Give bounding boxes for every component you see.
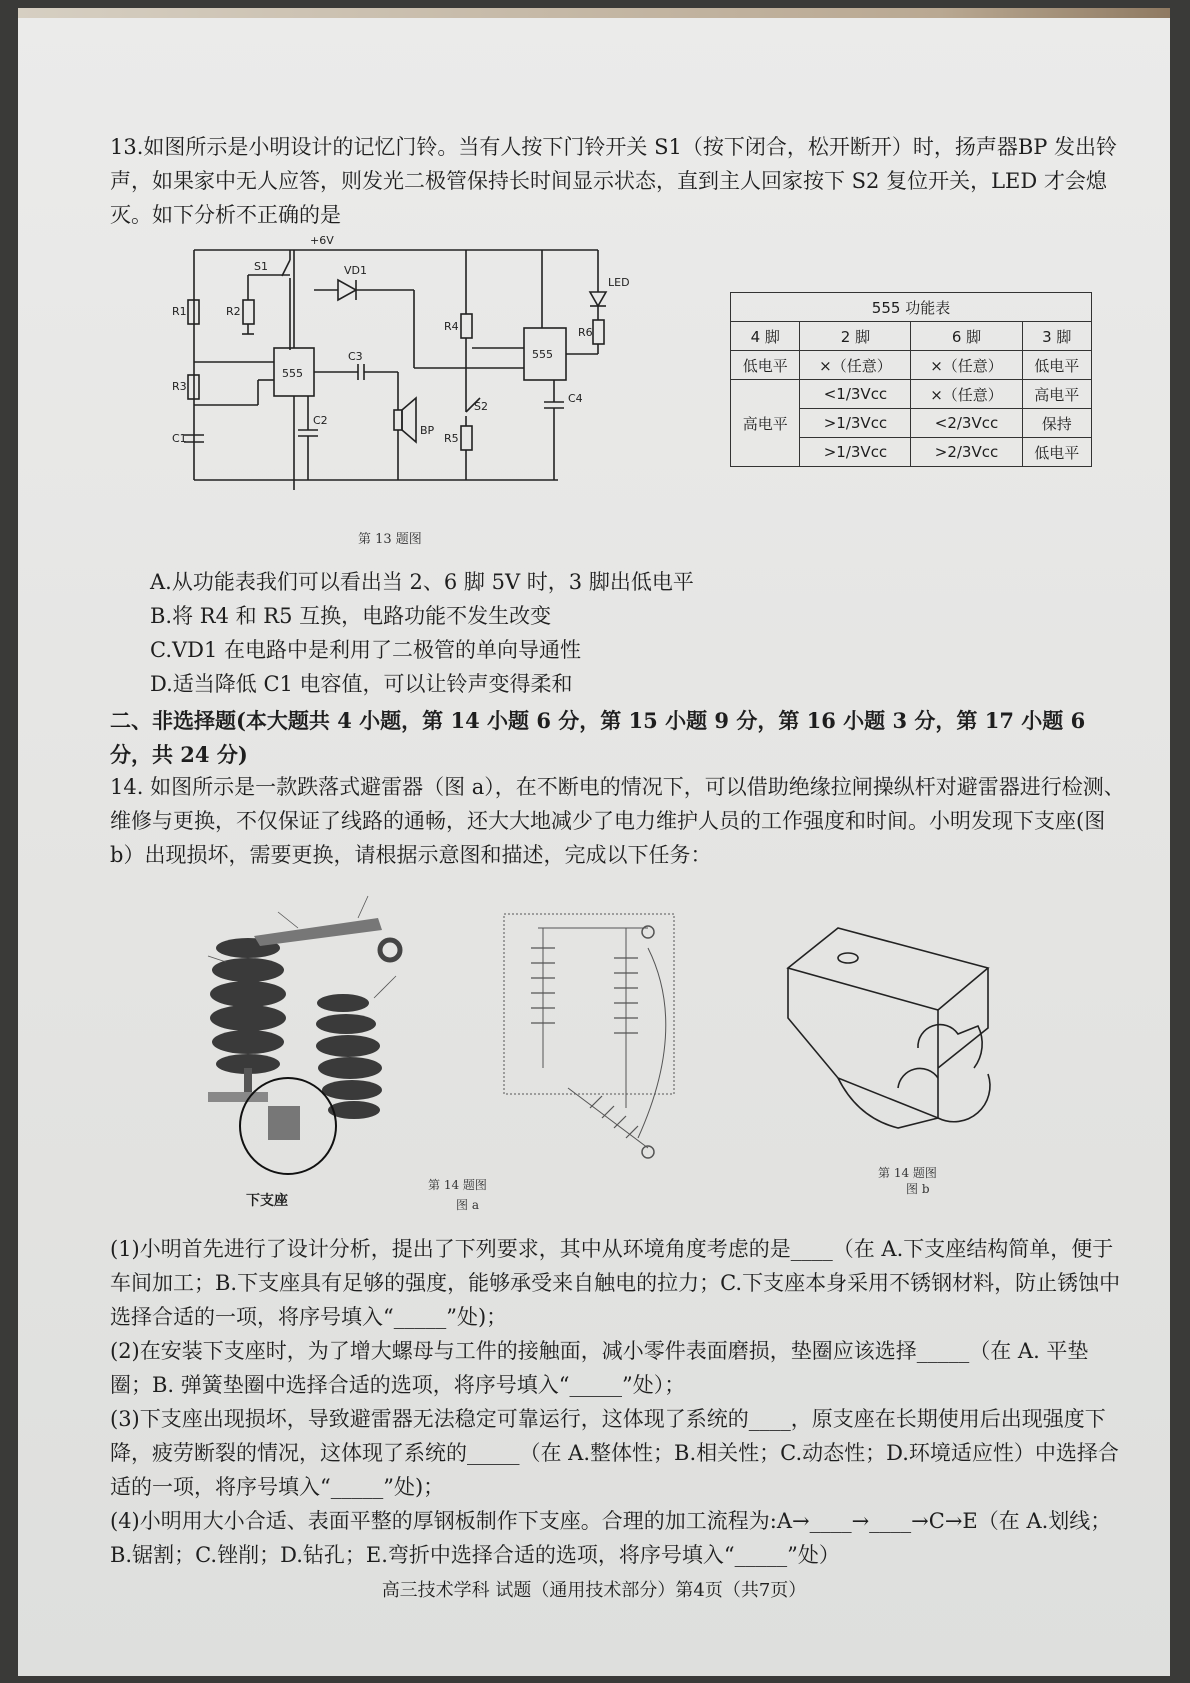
q14-figure-a-photo <box>168 878 448 1178</box>
q14-sub-1: (1)小明首先进行了设计分析，提出了下列要求，其中从环境角度考虑的是____（在 A.下支座结构简单，便于车间加工；B.下支座具有足够的强度，能够承受来自触电的拉力；C.下支座本身采用不锈钢材料，防止锈蚀中选择合适的一项，将序号填入“_____”处)； <box>110 1237 1121 1329</box>
q13-figure-caption: 第 13 题图 <box>358 532 422 547</box>
page-footer: 高三技术学科 试题（通用技术部分）第4页（共7页） <box>381 1580 807 1601</box>
table-cell: ×（任意） <box>911 380 1022 409</box>
table-cell: <1/3Vcc <box>800 380 911 409</box>
table-cell: 低电平 <box>731 351 800 380</box>
q14-fig-a-caption: 第 14 题图 <box>428 1178 487 1192</box>
q13-stem: 13.如图所示是小明设计的记忆门铃。当有人按下门铃开关 S1（按下闭合，松开断开）时，扬声器BP 发出铃声，如果家中无人应答，则发光二极管保持长时间显示状态，直到主人回家按下 S2 复位开关，LED 才会熄灭。如下分析不正确的是 <box>110 135 1118 227</box>
table-cell: <2/3Vcc <box>911 409 1022 438</box>
label-r5: R5 <box>444 432 459 445</box>
table-cell: 低电平 <box>1022 351 1091 380</box>
q14-sub-3: (3)下支座出现损坏，导致避雷器无法稳定可靠运行，这体现了系统的____，原支座在长期使用后出现强度下降，疲劳断裂的情况，这体现了系统的_____（在 A.整体性；B.相关性；C.动态性；D.环境适应性）中选择合适的一项，将序号填入“_____”处)； <box>110 1407 1119 1499</box>
table-555-function <box>730 292 1092 467</box>
option-a: A.从功能表我们可以看出当 2、6 脚 5V 时，3 脚出低电平 <box>150 570 694 594</box>
table-cell: >2/3Vcc <box>911 438 1022 467</box>
label-ic-right: 555 <box>532 348 553 361</box>
table-header: 6 脚 <box>911 322 1022 351</box>
label-bp: BP <box>420 424 435 437</box>
table-cell: ×（任意） <box>911 351 1022 380</box>
option-c: C.VD1 在电路中是利用了二极管的单向导通性 <box>150 638 582 662</box>
q14-stem: 14. 如图所示是一款跌落式避雷器（图 a），在不断电的情况下，可以借助绝缘拉闸操纵杆对避雷器进行检测、维修与更换，不仅保证了线路的通畅，还大大地减少了电力维护人员的工作强度和时间。小明发现下支座(图 b）出现损坏，需要更换，请根据示意图和描述，完成以下任务： <box>110 775 1125 867</box>
table-cell: 保持 <box>1022 409 1091 438</box>
table-header: 3 脚 <box>1022 322 1091 351</box>
q13-options <box>150 565 694 701</box>
label-r4: R4 <box>444 320 459 333</box>
q13-circuit-diagram <box>168 230 668 520</box>
label-r2: R2 <box>226 305 241 318</box>
option-b: B.将 R4 和 R5 互换，电路功能不发生改变 <box>150 604 552 628</box>
q14-figure-a-schematic <box>498 908 698 1168</box>
q14-fig-a-label: 图 a <box>456 1198 479 1212</box>
section-2-heading: 二、非选择题(本大题共 4 小题，第 14 小题 6 分，第 15 小题 9 分，第 16 小题 3 分，第 17 小题 6 分，共 24 分) <box>110 708 1086 767</box>
q14-figure-b-bracket <box>778 918 1058 1148</box>
table-title: 555 功能表 <box>731 293 1092 322</box>
exam-page <box>18 8 1170 1676</box>
q14-subquestions <box>110 1232 1130 1572</box>
q14-sub-2: (2)在安装下支座时，为了增大螺母与工件的接触面，减小零件表面磨损，垫圈应该选择_____（在 A. 平垫圈；B. 弹簧垫圈中选择合适的选项，将序号填入“_____”处）； <box>110 1339 1089 1397</box>
label-s2: S2 <box>474 400 488 413</box>
label-ic-left: 555 <box>282 367 303 380</box>
label-s1: S1 <box>254 260 268 273</box>
option-d: D.适当降低 C1 电容值，可以让铃声变得柔和 <box>150 672 573 696</box>
table-cell: 高电平 <box>1022 380 1091 409</box>
photo-edge <box>18 8 1170 18</box>
table-header: 2 脚 <box>800 322 911 351</box>
label-c2: C2 <box>313 414 328 427</box>
table-cell: ×（任意） <box>800 351 911 380</box>
label-c4: C4 <box>568 392 583 405</box>
label-led: LED <box>608 276 630 289</box>
label-vcc: +6V <box>310 234 334 247</box>
q14-sub-4: (4)小明用大小合适、表面平整的厚钢板制作下支座。合理的加工流程为:A→____→____→C→E（在 A.划线；B.锯割；C.锉削；D.钻孔；E.弯折中选择合适的选项，将序号填入“_____”处） <box>110 1509 1112 1567</box>
label-r1: R1 <box>172 305 187 318</box>
label-r6: R6 <box>578 326 593 339</box>
table-cell: >1/3Vcc <box>800 438 911 467</box>
table-cell: 高电平 <box>731 380 800 467</box>
table-header: 4 脚 <box>731 322 800 351</box>
q14-fig-a-part-label: 下支座 <box>246 1193 288 1209</box>
table-cell: 低电平 <box>1022 438 1091 467</box>
table-cell: >1/3Vcc <box>800 409 911 438</box>
label-r3: R3 <box>172 380 187 393</box>
q14-fig-b-caption: 第 14 题图 <box>878 1166 937 1180</box>
label-vd1: VD1 <box>344 264 367 277</box>
label-c1: C1 <box>172 432 187 445</box>
q14-fig-b-label: 图 b <box>906 1182 930 1196</box>
label-c3: C3 <box>348 350 363 363</box>
